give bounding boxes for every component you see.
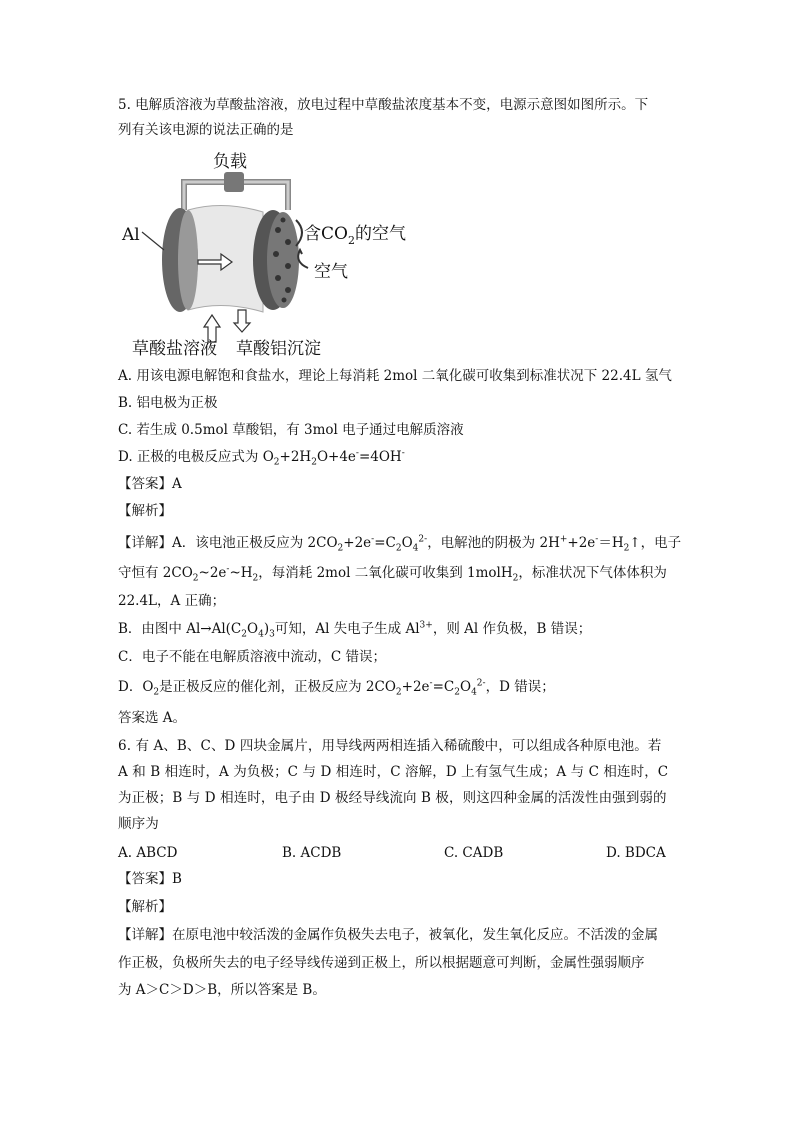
co2-air-label: 含$CO_2$的空气 [304,224,406,247]
q5-option-b: B. 铝电极为正极 [118,395,218,411]
load-label: 负载 [213,152,247,172]
q6-stem-line-3: 为正极；B 与 D 相连时，电子由 D 极经导线流向 B 极，则这四种金属的活泼性由强到弱的 [118,790,667,806]
q6-answer: 【答案】B [118,871,182,887]
q5-analysis-tag: 【解析】 [118,503,172,519]
q5-detail-line-3: 22.4L，A 正确； [118,593,226,609]
q6-stem-line-2: A 和 B 相连时，A 为负极；C 与 D 相连时，C 溶解，D 上有氢气生成；A 与 C 相连时，C [118,764,669,780]
precipitate-out-label: 草酸铝沉淀 [236,339,321,359]
air-out-label: 空气 [314,262,348,282]
q6-option-d: D. BDCA [606,845,666,861]
q6-stem-line-4: 顺序为 [118,816,159,832]
q6-detail-line-2: 作正极，负极所失去的电子经导线传递到正极上，所以根据题意可判断，金属性强弱顺序 [118,955,645,971]
q6-option-c: C. CADB [444,845,504,861]
q5-detail-line-4: B．由图中 $Al\to Al(C_2O_4)_3$可知，Al 失电子生成 $Al^{3+}$，则 Al 作负极，B 错误； [118,620,592,640]
q5-option-a: A. 用该电源电解饱和食盐水，理论上每消耗 2mol 二氧化碳可收集到标准状况下 22.4L 氢气 [118,368,672,384]
load-block [224,172,244,192]
q6-detail-line-3: 为 A＞C＞D＞B，所以答案是 B。 [118,982,326,998]
q6-analysis-tag: 【解析】 [118,899,172,915]
solution-in-arrow [204,315,220,342]
precipitate-out-arrow [234,310,250,332]
q6-option-b: B. ACDB [282,845,342,861]
q5-detail-line-2: 守恒有 $2CO_2\sim 2e^-\sim H_2$，每消耗 2mol 二氧化碳可收集到 1molH$_2$，标准状况下气体体积为 [118,564,667,584]
q6-option-a: A. ABCD [118,845,178,861]
q5-conclusion: 答案选 A。 [118,710,187,726]
q5-stem-line-2: 列有关该电源的说法正确的是 [118,122,294,138]
q5-option-d: D. 正极的电极反应式为 $O_2+2H_2O+4e^-=4OH^-$ [118,448,405,468]
solution-in-label: 草酸盐溶液 [132,339,217,359]
battery-diagram [118,150,418,360]
q5-detail-line-1: 【详解】A．该电池正极反应为 $2CO_2+2e^-=C_2O_4^{2-}$，电解池的阴极为 $2H^++2e^-=H_2↑$，电子 [118,534,682,554]
q5-detail-line-5: C．电子不能在电解质溶液中流动，C 错误； [118,649,386,665]
q6-stem-line-1: 6. 有 A、B、C、D 四块金属片，用导线两两相连插入稀硫酸中，可以组成各种原电池。若 [118,738,662,754]
q6-detail-line-1: 【详解】在原电池中较活泼的金属作负极失去电子，被氧化，发生氧化反应。不活泼的金属 [118,927,658,943]
al-label: Al [122,225,140,245]
q5-option-c: C. 若生成 0.5mol 草酸铝，有 3mol 电子通过电解质溶液 [118,422,464,438]
q5-answer: 【答案】A [118,476,182,492]
q5-stem-line-1: 5. 电解质溶液为草酸盐溶液，放电过程中草酸盐浓度基本不变，电源示意图如图所示。下 [118,97,649,113]
q5-detail-line-6: D．$O_2$是正极反应的催化剂，正极反应为 $2CO_2+2e^-=C_2O_4^{2-}$，D 错误； [118,678,555,698]
